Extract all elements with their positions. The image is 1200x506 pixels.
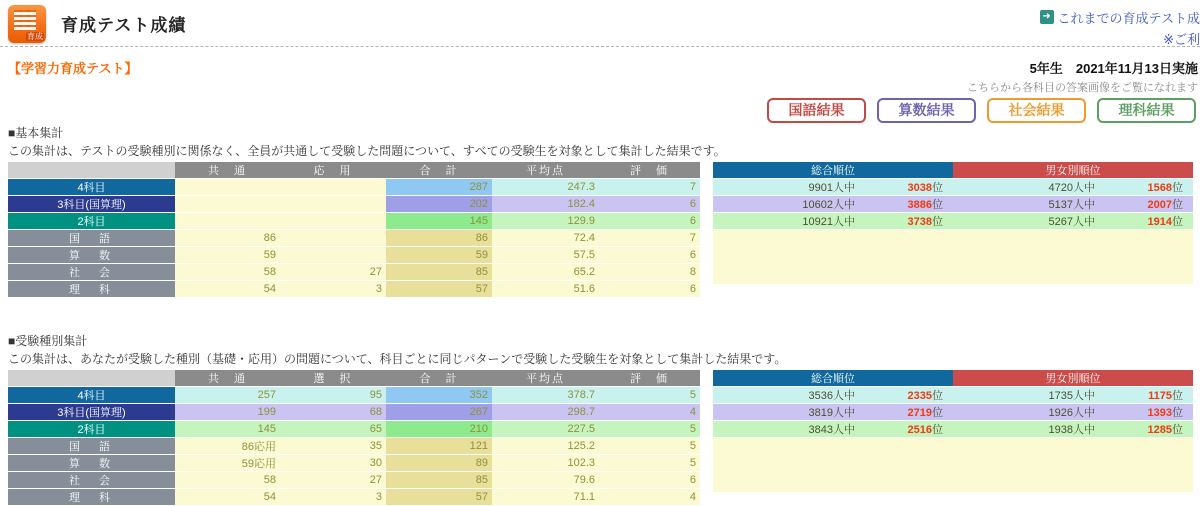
rank-suffix: 位 [932,199,943,211]
score-cell: 6 [599,472,700,489]
rank-number: 2719 [907,407,932,419]
row-label: 国 語 [8,438,175,455]
score-cell: 5 [599,421,700,438]
score-cell: 85 [386,472,492,489]
total-count-cell: 10602人中 [713,196,860,213]
total-count-cell: 3536人中 [713,387,860,404]
score-cell: 86 [175,230,280,247]
table-row [8,281,700,298]
basic-heading: ■基本集計 [8,126,64,140]
score-cell: 6 [599,281,700,298]
column-header: 選 択 [280,370,386,387]
score-cell [175,196,280,213]
row-label: 3科目(国算理) [8,404,175,421]
score-cell: 68 [280,404,386,421]
gender-count-cell: 1938人中 [953,421,1100,438]
score-cell: 8 [599,264,700,281]
column-header: 共 通 [175,162,280,179]
grid-glyph-mask [14,10,36,30]
row-label: 理 科 [8,281,175,298]
score-cell: 95 [280,387,386,404]
row-label: 国 語 [8,230,175,247]
table-row [8,421,700,438]
score-cell: 102.3 [492,455,599,472]
column-header: 平均点 [492,370,599,387]
total-rank-cell [860,213,953,230]
rank-number: 1914 [1147,216,1172,228]
rank-number: 3886 [907,199,932,211]
score-cell: 59応用 [175,455,280,472]
gender-count-cell: 5267人中 [953,213,1100,230]
score-cell: 72.4 [492,230,599,247]
rank-suffix: 位 [1172,216,1183,228]
rank-number: 1568 [1147,182,1172,194]
grade-date: 5年生 2021年11月13日実施 [1029,61,1198,76]
total-rank-cell [860,196,953,213]
score-cell: 3 [280,281,386,298]
top-links [1040,6,1200,48]
rank-suffix: 位 [1172,182,1183,194]
table-row [8,196,700,213]
table-row [8,387,700,404]
table-row [8,438,700,455]
rank-number: 2516 [907,424,932,436]
score-cell: 257 [175,387,280,404]
rank-suffix: 位 [1172,390,1183,402]
score-cell: 7 [599,230,700,247]
score-cell: 378.7 [492,387,599,404]
by-type-heading: ■受験種別集計 [8,334,88,348]
rank-row [713,387,1193,404]
rank-table-basic [713,162,1193,285]
gender-rank-cell [1100,179,1193,196]
rank-row [713,404,1193,421]
page-title: 育成テスト成績 [61,16,187,35]
column-header: 評 価 [599,162,700,179]
score-cell: 298.7 [492,404,599,421]
score-cell [280,179,386,196]
score-cell: 3 [280,489,386,506]
total-rank-cell [860,421,953,438]
gender-rank-cell [1100,387,1193,404]
rank-number: 3738 [907,216,932,228]
rank-suffix: 位 [1172,199,1183,211]
rank-number: 1285 [1147,424,1172,436]
score-cell [280,196,386,213]
column-header: 応 用 [280,162,386,179]
score-cell: 4 [599,489,700,506]
rank-table-by-type [713,370,1193,493]
score-cell: 51.6 [492,281,599,298]
empty-cell [713,230,1193,285]
total-rank-cell [860,404,953,421]
score-cell: 59 [386,247,492,264]
column-header: 合 計 [386,162,492,179]
row-label: 社 会 [8,264,175,281]
row-label: 4科目 [8,179,175,196]
column-header: 評 価 [599,370,700,387]
score-cell [280,230,386,247]
score-cell: 27 [280,264,386,281]
score-cell: 89 [386,455,492,472]
score-cell: 4 [599,404,700,421]
rank-number: 2335 [907,390,932,402]
link-arrow-icon: ➜ [1040,10,1054,24]
table-row [8,404,700,421]
score-cell: 85 [386,264,492,281]
rank-row [713,421,1193,438]
basic-tables [8,162,1200,298]
score-cell: 57.5 [492,247,599,264]
score-cell: 57 [386,281,492,298]
rank-number: 2007 [1147,199,1172,211]
score-cell: 35 [280,438,386,455]
score-table-basic [8,162,700,298]
gender-rank-cell [1100,421,1193,438]
section-basic [0,124,1200,298]
topbar [0,0,1200,47]
total-rank-cell [860,387,953,404]
row-label: 2科目 [8,421,175,438]
gender-count-cell: 5137人中 [953,196,1100,213]
result-button[interactable]: 理科結果 [1097,98,1196,123]
score-cell: 352 [386,387,492,404]
score-cell: 54 [175,281,280,298]
row-label: 3科目(国算理) [8,196,175,213]
table-row [8,230,700,247]
score-cell: 86 [386,230,492,247]
score-cell: 5 [599,438,700,455]
table-row [8,489,700,506]
rank-number: 3038 [907,182,932,194]
test-section-title: 【学習力育成テスト】 [8,61,138,76]
table-row [8,264,700,281]
score-cell: 27 [280,472,386,489]
score-cell: 247.3 [492,179,599,196]
rank-number: 1393 [1147,407,1172,419]
gender-rank-cell [1100,404,1193,421]
gender-rank-header: 男女別順位 [953,370,1193,387]
header-row [713,370,1193,387]
gender-rank-header: 男女別順位 [953,162,1193,179]
score-cell: 5 [599,455,700,472]
score-cell: 6 [599,213,700,230]
table-row [8,472,700,489]
result-button[interactable]: 社会結果 [987,98,1086,123]
total-count-cell: 10921人中 [713,213,860,230]
score-cell: 210 [386,421,492,438]
corner-cell [8,370,175,387]
rank-suffix: 位 [932,390,943,402]
score-cell: 86応用 [175,438,280,455]
total-count-cell: 3819人中 [713,404,860,421]
total-count-cell: 9901人中 [713,179,860,196]
app-grid-icon [8,5,46,43]
score-cell: 71.1 [492,489,599,506]
by-type-tables [8,370,1200,506]
score-cell: 125.2 [492,438,599,455]
history-link-label: これまでの育成テスト成 [1057,10,1200,26]
rank-row [713,179,1193,196]
header-row [713,162,1193,179]
filler-row [713,230,1193,285]
column-header: 平均点 [492,162,599,179]
score-cell [175,213,280,230]
score-cell: 267 [386,404,492,421]
rank-suffix: 位 [932,216,943,228]
answer-hint: こちらから各科目の答案画像をご覧になれます [967,82,1198,94]
usage-note: ※ご利 [1163,31,1200,47]
corner-cell [8,162,175,179]
header-row [8,162,700,179]
table-row [8,179,700,196]
total-rank-cell [860,179,953,196]
score-cell [280,247,386,264]
score-cell: 129.9 [492,213,599,230]
score-cell [280,213,386,230]
score-cell: 58 [175,264,280,281]
score-cell: 227.5 [492,421,599,438]
rank-row [713,196,1193,213]
total-rank-header: 総合順位 [713,162,953,179]
gender-rank-cell [1100,196,1193,213]
filler-row [713,438,1193,493]
rank-suffix: 位 [932,182,943,194]
row-label: 社 会 [8,472,175,489]
basic-description: この集計は、テストの受験種別に関係なく、全員が共通して受験した問題について、すべての受験生を対象として集計した結果です。 [8,144,726,158]
score-cell: 57 [386,489,492,506]
score-cell: 65 [280,421,386,438]
rank-suffix: 位 [1172,424,1183,436]
header-row [8,370,700,387]
score-cell: 287 [386,179,492,196]
rank-number: 1175 [1148,390,1172,402]
table-row [8,247,700,264]
row-label: 4科目 [8,387,175,404]
empty-cell [713,438,1193,493]
table-row [8,213,700,230]
by-type-description: この集計は、あなたが受験した種別（基礎・応用）の問題について、科目ごとに同じパターンで受験した受験生を対象として集計した結果です。 [8,352,787,366]
result-button[interactable]: 国語結果 [767,98,866,123]
score-cell: 182.4 [492,196,599,213]
row-label: 理 科 [8,489,175,506]
score-cell: 121 [386,438,492,455]
row-label: 算 数 [8,247,175,264]
gender-count-cell: 4720人中 [953,179,1100,196]
rank-suffix: 位 [932,407,943,419]
result-button[interactable]: 算数結果 [877,98,976,123]
section-by-type [0,332,1200,506]
score-cell: 6 [599,196,700,213]
score-cell: 79.6 [492,472,599,489]
rank-suffix: 位 [932,424,943,436]
gender-count-cell: 1735人中 [953,387,1100,404]
score-cell: 30 [280,455,386,472]
score-cell: 202 [386,196,492,213]
score-cell [175,179,280,196]
exam-info [967,58,1198,95]
rank-suffix: 位 [1172,407,1183,419]
gender-rank-cell [1100,213,1193,230]
rank-row [713,213,1193,230]
subject-result-buttons [0,98,1200,123]
subhead-row [0,47,1200,95]
column-header: 合 計 [386,370,492,387]
score-cell: 6 [599,247,700,264]
score-cell: 145 [386,213,492,230]
history-link[interactable] [1040,8,1200,27]
row-label: 算 数 [8,455,175,472]
total-count-cell: 3843人中 [713,421,860,438]
score-cell: 145 [175,421,280,438]
score-cell: 5 [599,387,700,404]
score-cell: 58 [175,472,280,489]
score-cell: 59 [175,247,280,264]
app-icon-label: 育成 [27,31,43,41]
row-label: 2科目 [8,213,175,230]
score-cell: 54 [175,489,280,506]
total-rank-header: 総合順位 [713,370,953,387]
gender-count-cell: 1926人中 [953,404,1100,421]
score-table-by-type [8,370,700,506]
score-cell: 65.2 [492,264,599,281]
score-cell: 199 [175,404,280,421]
column-header: 共 通 [175,370,280,387]
score-cell: 7 [599,179,700,196]
table-row [8,455,700,472]
